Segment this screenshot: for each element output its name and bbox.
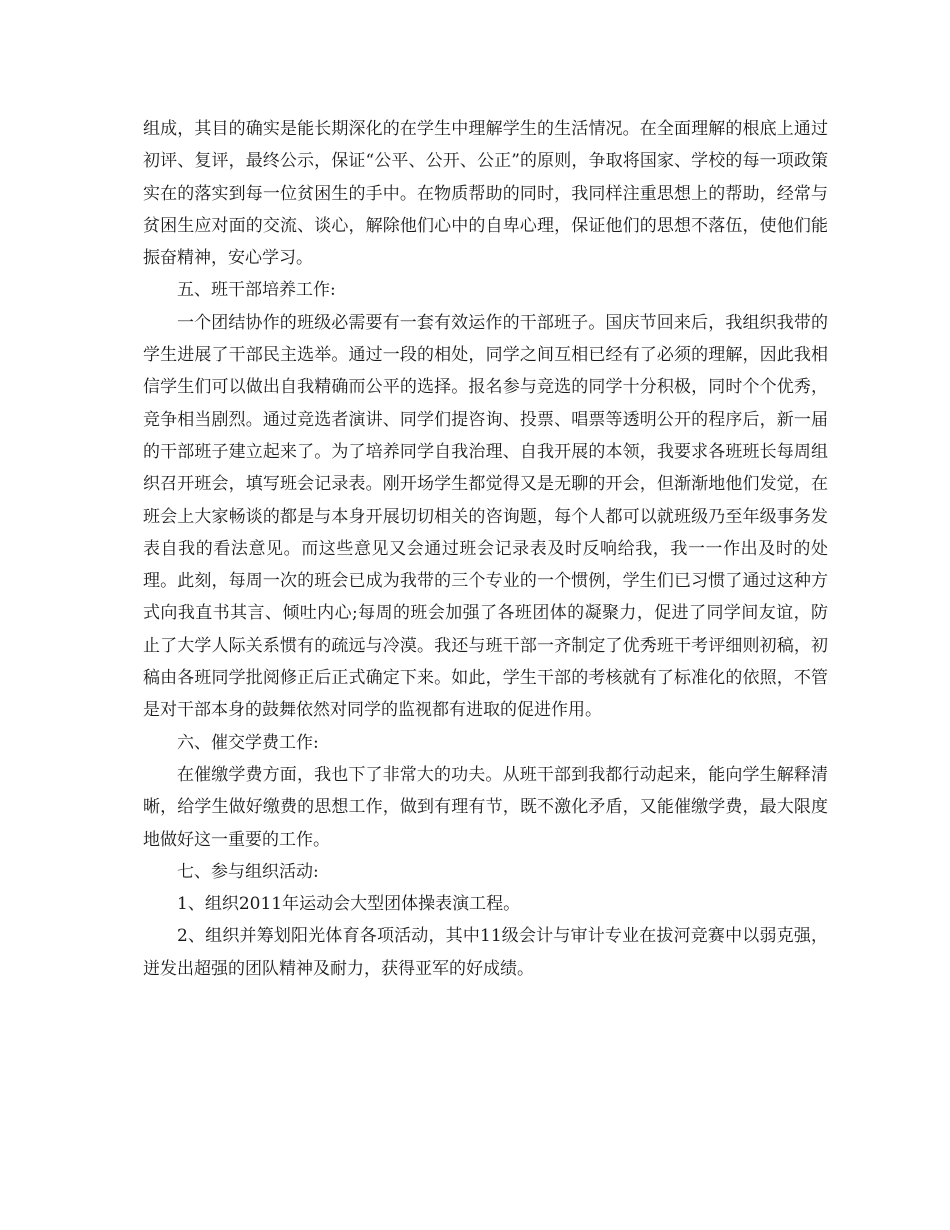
- paragraph-poverty-aid-continued: 组成，其目的确实是能长期深化的在学生中理解学生的生活情况。在全面理解的根底上通过初评、复评，最终公示，保证“公平、公开、公正”的原则，争取将国家、学校的每一项政策实在的落实到每一位贫困生的手中。在物质帮助的同时，我同样注重思想上的帮助，经常与贫困生应对面的交流、谈心，解除他们心中的自卑心理，保证他们的思想不落伍，使他们能振奋精神，安心学习。: [143, 119, 828, 269]
- heading-tuition-collection: 六、催交学费工作:: [177, 732, 319, 753]
- paragraph-class-cadre-training: 一个团结协作的班级必需要有一套有效运作的干部班子。国庆节回来后，我组织我带的学生进展了干部民主选举。通过一段的相处，同学之间互相已经有了必须的理解，因此我相信学生们可以做出自我精确而公平的选择。报名参与竞选的同学十分积极，同时个个优秀，竞争相当剧烈。通过竞选者演讲、同学们提咨询、投票、唱票等透明公开的程序后，新一届的干部班子建立起来了。为了培养同学自我治理、自我开展的本领，我要求各班班长每周组织召开班会，填写班会记录表。刚开场学生都觉得又是无聊的开会，但渐渐地他们发觉，在班会上大家畅谈的都是与本身开展切切相关的咨询题，每个人都可以就班级乃至年级事务发表自我的看法意见。而这些意见又会通过班会记录表及时反响给我，我一一作出及时的处理。此刻，每周一次的班会已成为我带的三个专业的一个惯例，学生们已习惯了通过这种方式向我直书其言、倾吐内心;每周的班会加强了各班团体的凝聚力，促进了同学间友谊，防止了大学人际关系惯有的疏远与冷漠。我还与班干部一齐制定了优秀班干考评细则初稿，初稿由各班同学批阅修正后正式确定下来。如此，学生干部的考核就有了标准化的依照，不管是对干部本身的鼓舞依然对同学的监视都有进取的促进作用。: [143, 312, 828, 721]
- list-item-activity-1: 1、组织2011年运动会大型团体操表演工程。: [177, 894, 521, 915]
- document-body: [143, 113, 828, 985]
- list-item-activity-2: 2、组织并筹划阳光体育各项活动，其中11级会计与审计专业在拔河竞赛中以弱克强，迸发出超强的团队精神及耐力，获得亚军的好成绩。: [143, 926, 828, 979]
- heading-organize-activities: 七、参与组织活动:: [177, 861, 319, 882]
- paragraph-tuition-collection: 在催缴学费方面，我也下了非常大的功夫。从班干部到我都行动起来，能向学生解释清晰，给学生做好缴费的思想工作，做到有理有节，既不激化矛盾，又能催缴学费，最大限度地做好这一重要的工作。: [143, 764, 828, 850]
- heading-class-cadre-training: 五、班干部培养工作:: [177, 280, 336, 301]
